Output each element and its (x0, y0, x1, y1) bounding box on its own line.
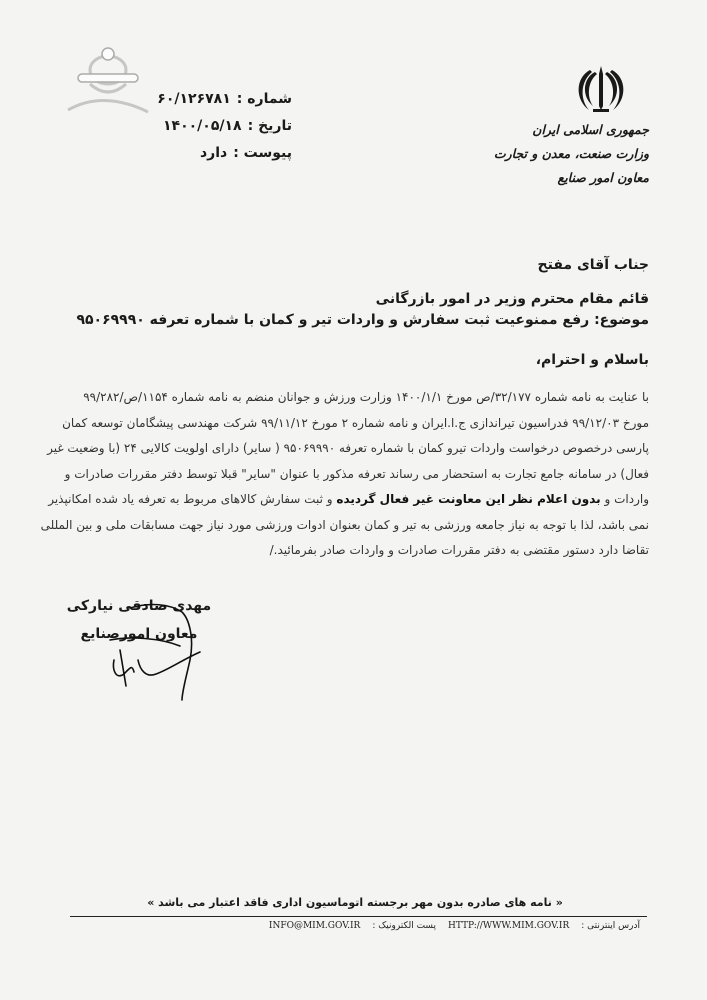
letter-attachment-row (92, 140, 292, 167)
letter-date-row (92, 113, 292, 140)
body-line-6: نمی باشد، لذا با توجه به نیاز جامعه ورزشی به تیر و کمان بعنوان ادوات ورزشی مورد نیاز جهت مسابقات ملی و بین المللی (40, 517, 649, 532)
letter-attachment-label: پیوست : (233, 145, 292, 161)
body-line-1: با عنایت به نامه شماره ۳۲/۱۷۷/ص مورخ ۱۴۰۰/۱/۱ وزارت ورزش و جوانان منضم به نامه شماره ۱۱۵۴/ص/۹۹/۲۸۲ (83, 390, 649, 404)
body-line-7: تقاضا دارد دستور مقتضی به دفتر مقررات صادرات و واردات صادر بفرمائید./ (269, 543, 649, 557)
addressee-name: جناب آقای مفتح (537, 257, 649, 273)
email-link[interactable]: INFO@MIM.GOV.IR (268, 921, 361, 931)
body-line-3: پارسی درخصوص درخواست واردات تیرو کمان با شماره تعرفه ۹۵۰۶۹۹۹۰ ( سایر) دارای اولویت کالایی ۲۴ (با وضعیت غیر (47, 441, 649, 455)
ministry-line-ministry: وزارت صنعت، معدن و تجارت (493, 146, 649, 161)
ministry-heading (489, 118, 649, 190)
footer-divider (70, 916, 647, 917)
letter-attachment-value: دارد (199, 145, 228, 161)
letter-number-row (92, 86, 292, 113)
body-line-5-start: واردات و (604, 492, 649, 506)
letter-date-value: ۱۴۰۰/۰۵/۱۸ (163, 118, 242, 134)
salutation: باسلام و احترام، (535, 352, 649, 368)
letter-number-value: ۶۰/۱۲۶۷۸۱ (157, 91, 231, 107)
email-label: پست الکترونیک : (372, 921, 436, 931)
body-line-5-end: و ثبت سفارش کالاهای مربوط به تعرفه یاد شده امکانپذیر (48, 492, 333, 506)
footer-contact (190, 921, 640, 931)
body-line-4: فعال) در سامانه جامع تجارت به استحضار می رساند تعرفه مذکور با عنوان "سایر" قبلا توسط دفتر مقررات صادرات و (64, 466, 649, 481)
handwritten-signature-icon (90, 600, 220, 710)
letter-date-label: تاریخ : (247, 118, 292, 134)
letter-body (39, 385, 649, 564)
body-line-5-emphasis: بدون اعلام نظر این معاونت غیر فعال گردیده (336, 492, 601, 506)
footer-validity-note: « نامه های صادره بدون مهر برجسته اتوماسیون اداری فاقد اعتبار می باشد » (147, 896, 563, 909)
addressee-title: قائم مقام محترم وزیر در امور بازرگانی (375, 291, 649, 307)
letter-subject: موضوع: رفع ممنوعیت ثبت سفارش و واردات تیر و کمان با شماره تعرفه ۹۵۰۶۹۹۹۰ (76, 312, 649, 328)
ministry-line-deputy: معاون امور صنایع (557, 170, 649, 185)
iran-emblem-icon (573, 60, 629, 116)
body-line-2: مورخ ۹۹/۱۲/۰۳ فدراسیون تیراندازی ج.ا.ایران و نامه شماره ۲ مورخ ۹۹/۱۱/۱۲ شرکت مهندسی پیشگامان توسعه کمان (62, 415, 649, 430)
website-link[interactable]: HTTP://WWW.MIM.GOV.IR (447, 921, 570, 931)
body-line-5 (39, 487, 649, 513)
website-label: آدرس اینترنتی : (581, 921, 640, 931)
letter-meta (92, 86, 292, 167)
addressee-block (89, 248, 649, 316)
signatory-name: مهدی صادقی نیارکی (66, 598, 212, 614)
letter-number-label: شماره : (236, 91, 292, 107)
ministry-line-republic: جمهوری اسلامی ایران (532, 122, 649, 137)
signatory-title: معاون امورصنایع (80, 626, 198, 642)
